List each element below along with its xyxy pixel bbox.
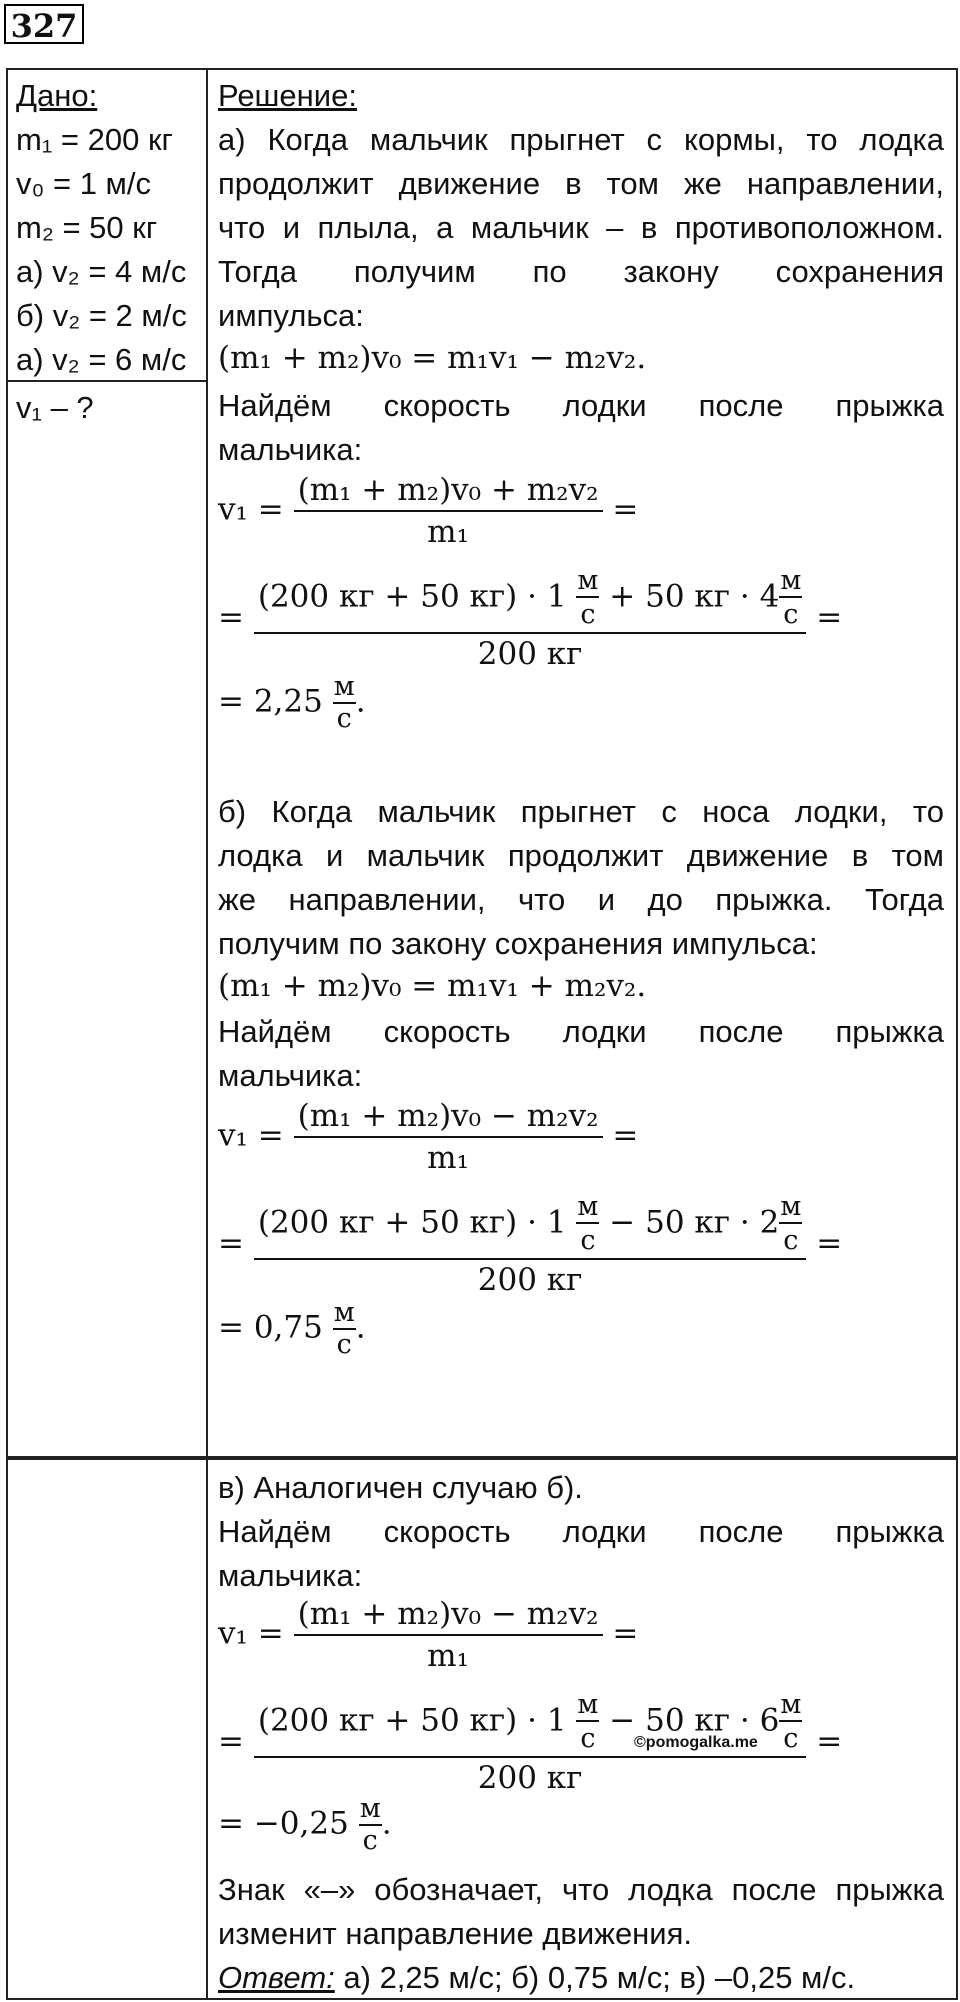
unit-fraction <box>576 1192 599 1256</box>
part-c-text: в) Аналогичен случаю б). <box>218 1470 583 1505</box>
equals-sign: = <box>816 599 843 636</box>
part-a-text: продолжит движение в том же направлении, <box>218 166 944 201</box>
formula-lhs: v₁ = <box>218 1117 284 1154</box>
substitution-fraction <box>254 1192 807 1298</box>
result-value: = 0,75 <box>218 1309 323 1346</box>
part-b-find-text: мальчика: <box>218 1058 363 1093</box>
unit-fraction <box>779 1192 802 1256</box>
part-b-momentum-equation: (m₁ + m₂)v₀ = m₁v₁ + m₂v₂. <box>218 968 647 1004</box>
formula-numerator: (m₁ + m₂)v₀ − m₂v₂ <box>294 1098 603 1138</box>
part-a-momentum-equation: (m₁ + m₂)v₀ = m₁v₁ − m₂v₂. <box>218 340 647 376</box>
given-line: б) v₂ = 2 м/с <box>16 298 187 333</box>
part-b-substitution <box>218 1192 842 1298</box>
unit-numerator: м <box>577 1191 599 1222</box>
unit-denominator: с <box>336 703 352 734</box>
substitution-numerator <box>254 1192 807 1260</box>
part-a-find-text: Найдём скорость лодки после прыжка <box>218 388 944 423</box>
part-c-note: изменит направление движения. <box>218 1916 693 1951</box>
unit-numerator: м <box>577 565 599 596</box>
part-b-formula <box>218 1098 638 1176</box>
numerator-part: − 50 кг · 2 <box>609 1204 780 1241</box>
unit-fraction <box>576 1690 599 1754</box>
formula-lhs: v₁ = <box>218 491 284 528</box>
equals-sign: = <box>218 1225 244 1262</box>
part-a-text: Тогда получим по закону сохранения <box>218 254 944 289</box>
part-c-note: Знак «–» обозначает, что лодка после прыжка <box>218 1872 944 1907</box>
numerator-part: (200 кг + 50 кг) · 1 <box>257 1204 567 1241</box>
unit-numerator: м <box>333 1297 355 1328</box>
period: . <box>355 1309 366 1346</box>
part-b-text: лодка и мальчик продолжит движение в том <box>218 838 944 873</box>
unit-fraction <box>333 672 356 734</box>
substitution-denominator: 200 кг <box>477 1760 583 1796</box>
unit-denominator: с <box>580 1723 596 1754</box>
unit-denominator: с <box>336 1329 352 1360</box>
part-c-find-text: Найдём скорость лодки после прыжка <box>218 1514 944 1549</box>
numerator-part: − 50 кг · 6 <box>609 1702 780 1739</box>
unit-numerator: м <box>333 671 355 702</box>
part-a-substitution <box>218 566 842 672</box>
unit-fraction <box>779 566 802 630</box>
part-a-text: что и плыла, а мальчик – в противоположном. <box>218 210 944 245</box>
numerator-part: + 50 кг · 4 <box>609 578 780 615</box>
unit-numerator: м <box>577 1689 599 1720</box>
equals-sign: = <box>816 1225 843 1262</box>
formula-fraction <box>294 472 603 550</box>
formula-fraction <box>294 1098 603 1176</box>
solution-title: Решение: <box>218 78 357 113</box>
watermark: ©pomogalka.me <box>634 1734 758 1751</box>
answer-label: Ответ: <box>218 1960 335 1995</box>
unit-fraction <box>333 1298 356 1360</box>
given-line: m₂ = 50 кг <box>16 210 158 245</box>
numerator-part: (200 кг + 50 кг) · 1 <box>257 578 567 615</box>
part-a-result <box>218 672 366 734</box>
unit-denominator: с <box>580 1225 596 1256</box>
given-line: а) v₂ = 4 м/с <box>16 254 187 289</box>
part-b-find-text: Найдём скорость лодки после прыжка <box>218 1014 944 1049</box>
unit-numerator: м <box>359 1793 381 1824</box>
unit-denominator: с <box>580 599 596 630</box>
substitution-denominator: 200 кг <box>477 1262 583 1298</box>
part-b-text: получим по закону сохранения импульса: <box>218 926 818 961</box>
column-divider-top <box>206 68 208 1460</box>
part-a-find-text: мальчика: <box>218 432 363 467</box>
substitution-fraction <box>254 566 807 672</box>
answer-text: а) 2,25 м/с; б) 0,75 м/с; в) –0,25 м/с. <box>343 1960 856 1995</box>
substitution-denominator: 200 кг <box>477 636 583 672</box>
given-line: а) v₂ = 6 м/с <box>16 342 187 377</box>
formula-denominator: m₁ <box>427 514 469 550</box>
formula-numerator: (m₁ + m₂)v₀ − m₂v₂ <box>294 1596 603 1636</box>
problem-number: 327 <box>4 4 84 44</box>
part-b-text: б) Когда мальчик прыгнет с носа лодки, то <box>218 794 944 829</box>
part-a-text: импульса: <box>218 298 364 333</box>
unit-denominator: с <box>783 1723 799 1754</box>
numerator-part: (200 кг + 50 кг) · 1 <box>257 1702 567 1739</box>
part-b-result <box>218 1298 366 1360</box>
equals-sign: = <box>218 599 244 636</box>
part-a-text: а) Когда мальчик прыгнет с кормы, то лодка <box>218 122 944 157</box>
formula-fraction <box>294 1596 603 1674</box>
unit-denominator: с <box>783 1225 799 1256</box>
unit-denominator: с <box>362 1825 378 1856</box>
period: . <box>381 1805 392 1842</box>
unit-numerator: м <box>780 1689 802 1720</box>
substitution-numerator <box>254 566 807 634</box>
answer-line <box>218 1956 855 2000</box>
formula-lhs: v₁ = <box>218 1615 284 1652</box>
period: . <box>355 683 366 720</box>
equals-sign: = <box>612 1615 639 1652</box>
unit-fraction <box>359 1794 382 1856</box>
formula-numerator: (m₁ + m₂)v₀ + m₂v₂ <box>294 472 603 512</box>
part-a-formula <box>218 472 638 550</box>
given-title: Дано: <box>16 78 98 113</box>
unit-fraction <box>576 566 599 630</box>
column-divider-bottom <box>206 1456 208 2000</box>
equals-sign: = <box>816 1723 843 1760</box>
part-c-find-text: мальчика: <box>218 1558 363 1593</box>
given-line: v₀ = 1 м/с <box>16 166 151 201</box>
unit-denominator: с <box>783 599 799 630</box>
unit-numerator: м <box>780 1191 802 1222</box>
unit-fraction <box>779 1690 802 1754</box>
equals-sign: = <box>612 1117 639 1154</box>
part-c-formula <box>218 1596 638 1674</box>
unit-numerator: м <box>780 565 802 596</box>
formula-denominator: m₁ <box>427 1140 469 1176</box>
formula-denominator: m₁ <box>427 1638 469 1674</box>
part-c-result <box>218 1794 392 1856</box>
part-b-text: же направлении, что и до прыжка. Тогда <box>218 882 944 917</box>
equals-sign: = <box>218 1723 244 1760</box>
equals-sign: = <box>612 491 639 528</box>
find-value: v₁ – ? <box>16 390 94 425</box>
result-value: = 2,25 <box>218 683 323 720</box>
given-line: m₁ = 200 кг <box>16 122 173 157</box>
result-value: = −0,25 <box>218 1805 349 1842</box>
